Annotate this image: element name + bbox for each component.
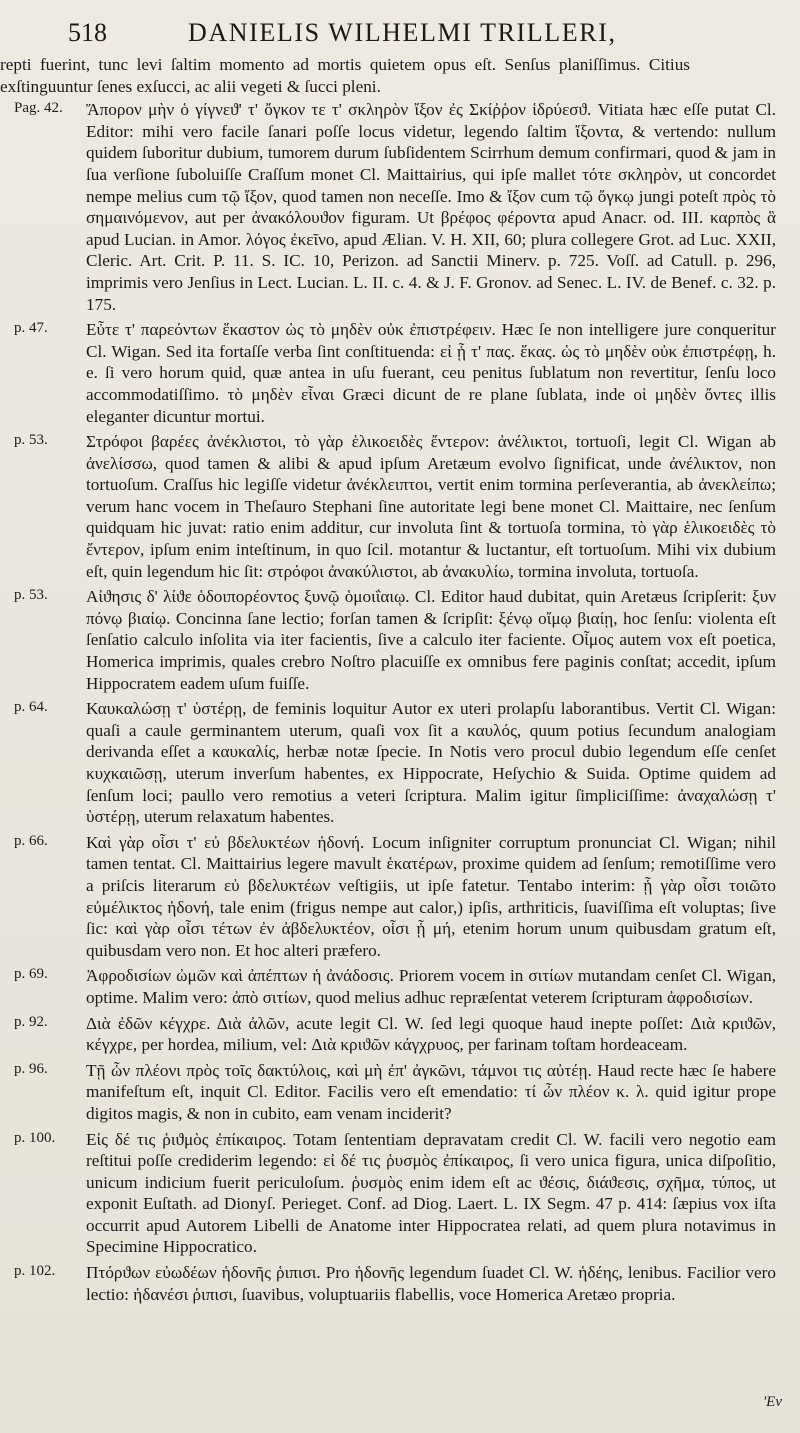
catchword: 'Ev [762,1394,782,1410]
note-entry [0,832,800,962]
note-entry [0,1013,800,1056]
note-text: Διὰ ἐδῶν κέγχρε. Διὰ ἀλῶν, acute legit Cl. W. ſed legi quoque haud inepte poſſet: Διὰ κριϑῶν, κέγχρε, per hordea, milium, vel: Διὰ κριϑῶν κάγχρυος, per farinam toſtam hordeaceam. [86,1013,776,1055]
page-reference: Pag. 42. [14,100,63,117]
page-reference: p. 69. [14,966,48,983]
page-reference: p. 102. [14,1263,56,1280]
page-header [68,14,780,48]
note-entry [0,1060,800,1125]
note-text: Καυκαλώσῃ τ' ὑστέρῃ, de feminis loquitur Autor ex uteri prolapſu laborantibus. Vertit Cl. Wigan: quaſi a caule germinantem uterum, quaſi vox ſit a καυλός, quum potius ſecundum analogiam derivanda eſſet a καυκαλίς, herbæ notæ ſpecie. In Notis vero procul dubio legendum eſſe cenſet κυχκαιῶσῃ, uterum inverſum habentes, ex Hippocrate, Heſychio & Suida. Optime quidem ad ſenſum loci; paullo vero remotius a veteri ſcriptura. Malim igitur ſimpliciſſime: ἀναχαλώσῃ τ' ὑστέρῃ, uterum relaxatum habentes. [86,699,776,827]
note-text: Τῇ ὧν πλέονι πρὸς τοῖς δακτύλοις, καὶ μὴ ἐπ' ἀγκῶνι, τάμνοι τις αὐτέῃ. Haud recte hæc ſe habere manifeſtum eſt, inquit Cl. Editor. Facilis vero eſt emendatio: τί ὦν πλέον κ. λ. quid igitur prope digitos magis, & non in cubito, eam venam inciderit? [86,1060,776,1123]
note-text: Εἰς δέ τις ῥιϑμὸς ἐπίκαιρος. Totam ſententiam depravatam credit Cl. W. facili vero negotio eam reſtitui poſſe crediderim legendo: εἰ δέ τις ῥυσμὸς ἐπίκαιρος, ſi vero unica figura, unica diſpoſitio, unicum indicium fuerit periculoſum. ῥυσμὸς enim idem eſt ac ϑέσις, διάϑεσις, σχῆμα, τύπος, ut exponit Euſtath. ad Dionyſ. Perieget. Conf. ad Diog. Laert. L. IX Segm. 47 p. 414: ſæpius vox iſta occurrit apud Autorem Libelli de Anatome inter Hippocratea relati, ad quem plura notavimus in Specimine Hippocratico. [86,1129,776,1257]
note-entry [0,1129,800,1259]
note-text: Αἰϑησις δ' λίϑε ὁδοιπορέοντος ξυνῷ ὁμοιΐαιῳ. Cl. Editor haud dubitat, quin Aretæus ſcripſerit: ξυν πόνῳ βιαίῳ. Concinna ſane lectio; forſan tamen & ſcripſit: ξένῳ οἴμῳ βιαίῃ, hoc ſenſu: violenta eſt ſenſatio calculo inſolita via iter facientis, ſive a calculo iter faciente. Οἶμος autem vox eſt poetica, Homerica imprimis, quales crebro Noſtro placuiſſe ex omnibus fere paginis conſtat; accedit, ipſum Hippocratem eadem uſum fuiſſe. [86,587,776,693]
intro-paragraph: repti fuerint, tunc levi ſaltim momento ad mortis quietem opus eſt. Senſus planiſſimus. Citius exſtinguuntur ſenes exſucci, ac alii vegeti & ſucci pleni. [0,55,690,96]
page-number: 518 [68,18,107,47]
note-text: Εὖτε τ' παρεόντων ἕκαστον ὡς τὸ μηδὲν οὐκ ἐπιστρέφειν. Hæc ſe non intelligere jure conqueritur Cl. Wigan. Sed ita fortaſſe verba ſint conſtituenda: εἰ ᾗ τ' πας. ἕκας. ὡς τὸ μηδὲν οὐκ ἐπιστρέφῃ, h. e. ſi vero horum quid, quæ antea in uſu fuerant, ceu penitus ſublatum non revertitur, ſenſu loco accommodatiſſimo. τὸ μηδὲν εἶναι Græci dicunt de re plane ſublata, inde οἱ μηδὲν ὄντες illis eleganter dicuntur mortui. [86,320,776,426]
page-reference: p. 96. [14,1060,48,1077]
note-entry [0,431,800,582]
note-entry [0,586,800,694]
note-text: Στρόφοι βαρέες ἀνέκλιστοι, τὸ γὰρ ἑλικοειδὲς ἔντερον: ἀνέλικτοι, tortuoſi, legit Cl. Wigan ab ἀνελίσσω, quod tamen & alibi & apud ipſum Aretæum evolvo ſignificat, unde ἀνέλικτον, non tortuoſum. Craſſus hic legiſſe videtur ἀνέκλειπτοι, vertit enim tormina perſeverantia, ab ἀνεκλείπω; verum hanc vocem in Theſauro Stephani ſine autoritate legi bene monet Cl. Maittaire, nec ſenſum quidquam hic juvat: ratio enim additur, cur involuta ſint & tortuoſa tormina, τὸ γὰρ ἑλικοειδὲς τὸ ἔντερον, ipſum enim inteſtinum, in quo ſcil. motantur & luctantur, eſt tortuoſum. Mihi vix dubium eſt, quin legendum hic ſit: στρόφοι ἀνακύλιστοι, ab ἀνακυλίω, tormina involuta, tortuoſa. [86,432,776,581]
page-reference: p. 66. [14,832,48,849]
note-entry [0,99,800,315]
note-entry [0,1262,800,1305]
page-reference: p. 100. [14,1129,56,1146]
running-head: DANIELIS WILHELMI TRILLERI, [188,18,617,47]
note-entry [0,698,800,828]
note-text: Ἄπορον μὴν ὁ γίγνεϑ' τ' ὄγκον τε τ' σκληρὸν ἴξον ἐς Σκίῤῥον ἱδρύεσϑ. Vitiata hæc eſſe putat Cl. Editor: mihi vero facile ſanari poſſe locus videtur, legendo ſaltim ἴξοντα, & vertendo: nullum quidem ſuboritur dubium, tumorem durum ſubſidentem Scirrhum demum confirmari, quod & jam in ſua verſione ſuboluiſſe Craſſum monet Cl. Maittairius, qui ipſe mallet τότε σκληρὸν, ut concordet nempe melius cum τῷ ἴξον, quod tamen non neceſſe. Imo & ἴξον cum τῷ ὄγκῳ jungi poteſt πρὸς τὸ σημαινόμενον, aut per ἀνακόλουϑον figuram. Ut βρέφος φέροντα apud Anacr. od. III. καρπὸς ἃ apud Lucian. in Amor. λόγος ἐκεῖνο, apud Ælian. V. H. XII, 60; plura collegere Grot. ad Luc. XXII, Cleric. Art. Crit. P. 11. S. IC. 10, Perizon. ad Sanctii Minerv. p. 725. Voſſ. ad Catull. p. 296, imprimis vero Jenſius in Lect. Lucian. L. II. c. 4. & J. F. Gronov. ad Senec. L. IV. de Benef. c. 32. p. 175. [86,100,776,314]
page-reference: p. 53. [14,432,48,449]
body-text [0,54,800,1305]
note-entry [0,965,800,1008]
note-entry [0,319,800,427]
page-reference: p. 92. [14,1013,48,1030]
page-reference: p. 47. [14,320,48,337]
page-reference: p. 64. [14,699,48,716]
note-text: Πτόρϑων εὐωδέων ἡδονῆς ῥιπισι. Pro ἡδονῆς legendum ſuadet Cl. W. ἡδέης, lenibus. Facilior vero lectio: ἡδανέσι ῥιπισι, ſuavibus, voluptuariis flabellis, voce Homerica Aretæo propria. [86,1263,776,1304]
note-text: Καὶ γὰρ οἷσι τ' εὐ βδελυκτέων ἡδονή. Locum inſigniter corruptum pronunciat Cl. Wigan; nihil tamen tentat. Cl. Maittairius legere mavult ἑκατέρων, proxime quidem ad ſenſum; remotiſſime vero a priſcis literarum εὐ βδελυκτέων veſtigiis, ut ipſe fatetur. Tentabo interim: ᾗ γὰρ οἷσι τοιῶτο εὐμέλικτος ἡδονή, tale enim (frigus nempe aut calor,) ipſis, arthriticis, ſuaviſſima eſt voluptas; ſive ſic: καὶ γὰρ οἷσι τέτων ἐν ἀβδελυκτέον, οἷσι ᾗ μή, etenim horum unum quibusdam gratum eſt, quibusdam vero non. Et hoc alteri præfero. [86,832,776,960]
page-reference: p. 53. [14,587,48,604]
note-text: Ἀφροδισίων ὠμῶν καὶ ἀπέπτων ἡ ἀνάδοσις. Priorem vocem in σιτίων mutandam cenſet Cl. Wigan, optime. Malim vero: ἀπὸ σιτίων, quod melius adhuc repræſentat veterem ſcripturam ἀφροδισίων. [86,966,776,1007]
